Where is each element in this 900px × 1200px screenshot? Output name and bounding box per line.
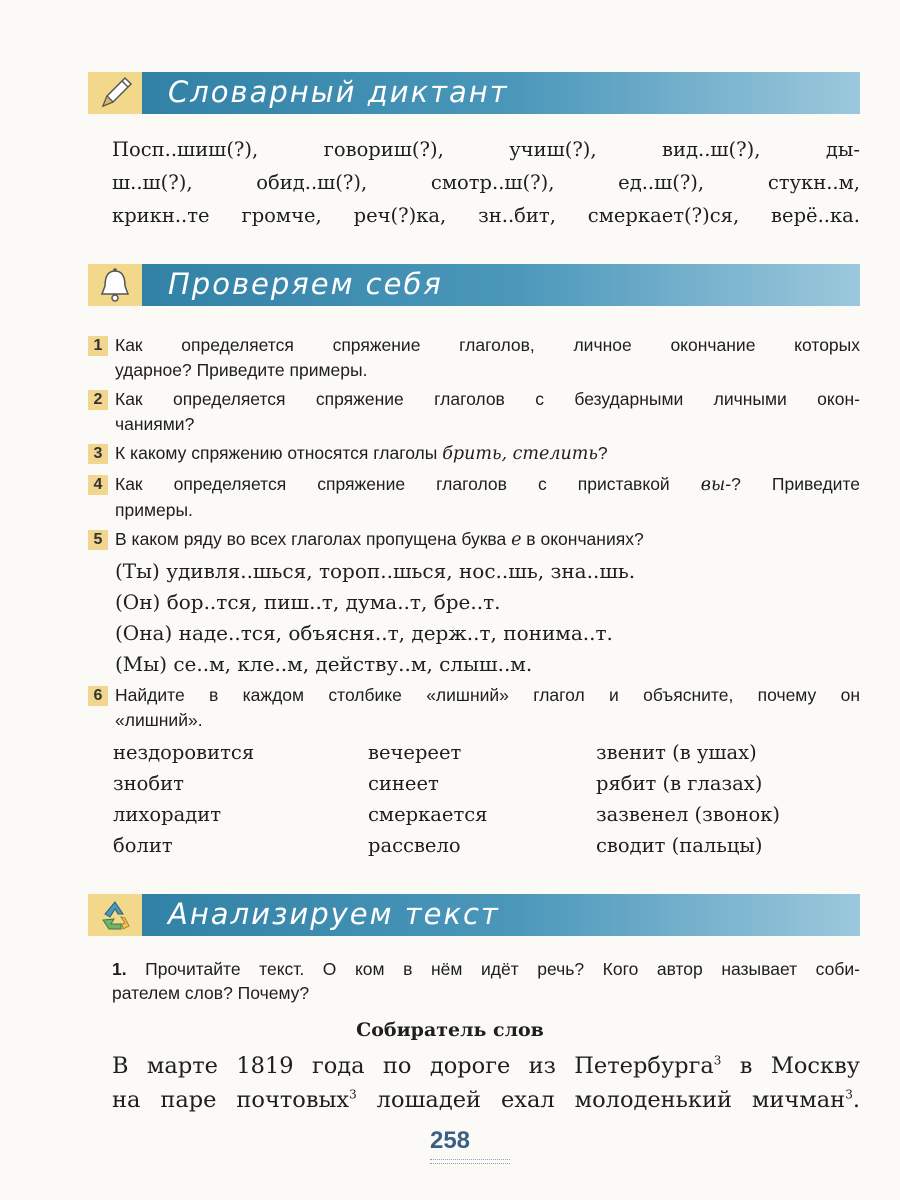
question-text: В каком ряду во всех глаголах пропущена буква е в окончаниях? <box>115 529 644 550</box>
question-3 <box>88 441 860 466</box>
task-text: 1. Прочитайте текст. О ком в нём идёт речь? Кого автор называет соби- <box>112 959 860 979</box>
verb-item: рассвело <box>368 834 461 857</box>
page-number-underline <box>430 1159 510 1164</box>
story-line: на паре почтовых$^3$ лошадей ехал молоденький мичман$^3$. <box>112 1087 860 1113</box>
section-title-dictation: Словарный диктант <box>168 75 509 109</box>
task-number: 1. <box>112 959 127 979</box>
example-row: (Мы) се..м, кле..м, действу..м, слыш..м. <box>115 652 533 676</box>
question-2 <box>88 387 860 437</box>
dictation-line: ш..ш(?), обид..ш(?), смотр..ш(?), ед..ш(?), стукн..м, <box>112 171 860 194</box>
section-banner-analysis <box>88 894 860 936</box>
task-1 <box>112 957 860 1005</box>
story-line: В марте 1819 года по дороге из Петербурга$^3$ в Москву <box>112 1053 860 1079</box>
question-1 <box>88 333 860 383</box>
question-text: Как определяется спряжение глаголов, личное окончание которых <box>115 335 860 355</box>
verb-item: болит <box>113 834 173 857</box>
verb-item: рябит (в глазах) <box>596 772 763 795</box>
verb-column-2 <box>368 737 487 861</box>
recycle-arrows-icon <box>88 894 142 936</box>
footnote-mark: 3 <box>349 1087 357 1102</box>
prefix-example: вы- <box>700 475 732 495</box>
question-text: К какому спряжению относятся глаголы брить, стелить? <box>115 443 608 464</box>
footnote-mark: 3 <box>713 1053 722 1068</box>
section-banner-dictation <box>88 72 860 114</box>
verb-item: звенит (в ушах) <box>596 741 757 764</box>
story-title: Собиратель слов <box>356 1019 544 1041</box>
question-number: 3 <box>88 444 108 464</box>
bell-icon <box>88 264 142 306</box>
dictation-line: Посп..шиш(?), говориш(?), учиш(?), вид..ш(?), ды- <box>112 138 860 161</box>
verb-item: сводит (пальцы) <box>596 834 763 857</box>
verb-item: зазвенел (звонок) <box>596 803 781 826</box>
question-text: чаниями? <box>115 414 195 434</box>
verb-item: нездоровится <box>113 741 255 764</box>
question-number: 2 <box>88 390 108 410</box>
verb-item: синеет <box>368 772 439 795</box>
question-number: 6 <box>88 686 108 706</box>
section-title-check: Проверяем себя <box>168 267 443 301</box>
question-number: 5 <box>88 530 108 550</box>
verb-item: вечереет <box>368 741 462 764</box>
story-text <box>112 1049 860 1117</box>
question-6 <box>88 683 860 733</box>
example-verbs: брить, стелить <box>442 444 598 464</box>
question-text: Как определяется спряжение глаголов с приставкой вы-? Приведите <box>115 474 861 495</box>
question-text: Как определяется спряжение глаголов с безударными личными окон- <box>115 389 860 409</box>
question-text: Найдите в каждом столбике «лишний» глагол и объясните, почему он <box>115 685 860 705</box>
example-row: (Она) наде..тся, объясня..т, держ..т, понима..т. <box>115 621 613 645</box>
pencil-icon <box>88 72 142 114</box>
section-banner-check <box>88 264 860 306</box>
question-text: примеры. <box>115 500 193 520</box>
verb-item: лихорадит <box>113 803 222 826</box>
verb-item: знобит <box>113 772 184 795</box>
question-4 <box>88 472 860 522</box>
question-number: 1 <box>88 336 108 356</box>
question-text: «лишний». <box>115 710 203 730</box>
letter-example: е <box>511 530 522 550</box>
page-number: 258 <box>429 1127 471 1154</box>
dictation-text <box>112 133 860 232</box>
verb-item: смеркается <box>368 803 488 826</box>
example-row: (Ты) удивля..шься, тороп..шься, нос..шь, зна..шь. <box>115 559 636 583</box>
example-row: (Он) бор..тся, пиш..т, дума..т, бре..т. <box>115 590 501 614</box>
footnote-mark: 3 <box>845 1087 853 1102</box>
question-5 <box>88 527 860 552</box>
q5-examples <box>115 556 635 680</box>
question-number: 4 <box>88 475 108 495</box>
question-text: ударное? Приведите примеры. <box>115 360 368 380</box>
dictation-line: крикн..те громче, реч(?)ка, зн..бит, смеркает(?)ся, верё..ка. <box>112 204 860 227</box>
verb-column-3 <box>596 737 780 861</box>
section-title-analysis: Анализируем текст <box>168 897 500 931</box>
verb-column-1 <box>113 737 254 861</box>
task-text: рателем слов? Почему? <box>112 983 310 1003</box>
